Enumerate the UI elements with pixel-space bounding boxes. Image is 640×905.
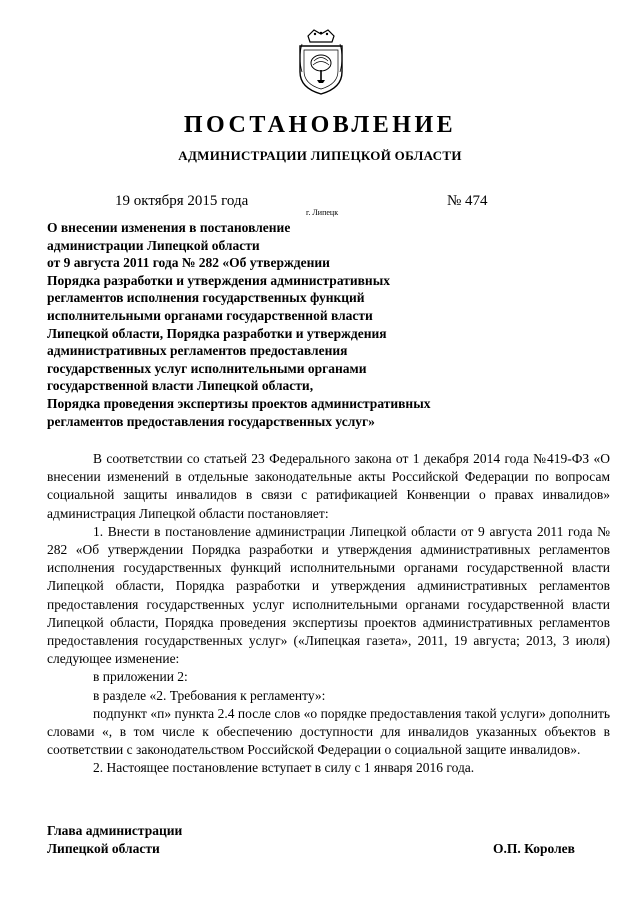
heading-line: Порядка проведения экспертизы проектов административных — [47, 395, 431, 411]
heading-line: государственной власти Липецкой области, — [47, 378, 314, 394]
signatory-position — [47, 822, 182, 858]
heading-line: государственных услуг исполнительными органами — [47, 360, 367, 376]
heading-line: Порядка разработки и утверждения административных — [47, 272, 390, 288]
item-2-paragraph: 2. Настоящее постановление вступает в силу с 1 января 2016 года. — [93, 760, 475, 776]
signatory-position-line: Липецкой области — [47, 841, 160, 856]
heading-line: О внесении изменения в постановление — [47, 220, 291, 235]
heading-line: администрации Липецкой области — [47, 237, 260, 253]
heading-line: Липецкой области, Порядка разработки и утверждения — [47, 325, 387, 341]
document-heading — [47, 219, 517, 430]
appendix-line: в приложении 2: — [93, 669, 188, 685]
heading-line: административных регламентов предоставления — [47, 343, 348, 359]
heading-line: исполнительными органами государственной власти — [47, 307, 373, 323]
heading-line: регламентов предоставления государственных услуг» — [47, 413, 375, 429]
document-subtitle: АДМИНИСТРАЦИИ ЛИПЕЦКОЙ ОБЛАСТИ — [178, 148, 462, 163]
document-body — [47, 450, 610, 778]
document-date: 19 октября 2015 года — [115, 193, 249, 209]
document-number: № 474 — [447, 193, 488, 209]
signatory-name: О.П. Королев — [493, 841, 575, 856]
section-line: в разделе «2. Требования к регламенту»: — [93, 687, 326, 703]
document-city: г. Липецк — [306, 208, 339, 217]
coat-of-arms-emblem — [296, 28, 346, 96]
heading-line: от 9 августа 2011 года № 282 «Об утверждении — [47, 255, 330, 271]
subitem-paragraph: подпункт «п» пункта 2.4 после слов «о порядке предоставления такой услуги» дополнить словами «, в том числе к обеспечению доступности для инвалидов указанных объектов в соответствии с законодательством Российской Федерации о социальной защите инвалидов». — [47, 705, 610, 758]
item-1-paragraph: 1. Внести в постановление администрации Липецкой области от 9 августа 2011 года № 282 «Об утверждении Порядка разработки и утверждения административных регламентов исполнения государственных функций исполнительными органами государственной власти Липецкой области, Порядка разработки и утверждения административных регламентов предоставления государственных услуг исполнительными органами государственной власти Липецкой области, Порядка проведения экспертизы проектов административных регламентов предоставления государственных услуг» («Липецкая газета», 2011, 19 августа; 2013, 3 июля) следующее изменение: — [47, 523, 610, 667]
preamble-paragraph: В соответствии со статьей 23 Федерального закона от 1 декабря 2014 года №419-ФЗ «О внесении изменений в отдельные законодательные акты Российской Федерации по вопросам социальной защиты инвалидов в связи с ратификацией Конвенции о правах инвалидов» администрация Липецкой области постановляет: — [47, 451, 610, 521]
signatory-position-line: Глава администрации — [47, 823, 183, 838]
heading-line: регламентов исполнения государственных функций — [47, 290, 365, 306]
document-title: ПОСТАНОВЛЕНИЕ — [183, 112, 457, 138]
